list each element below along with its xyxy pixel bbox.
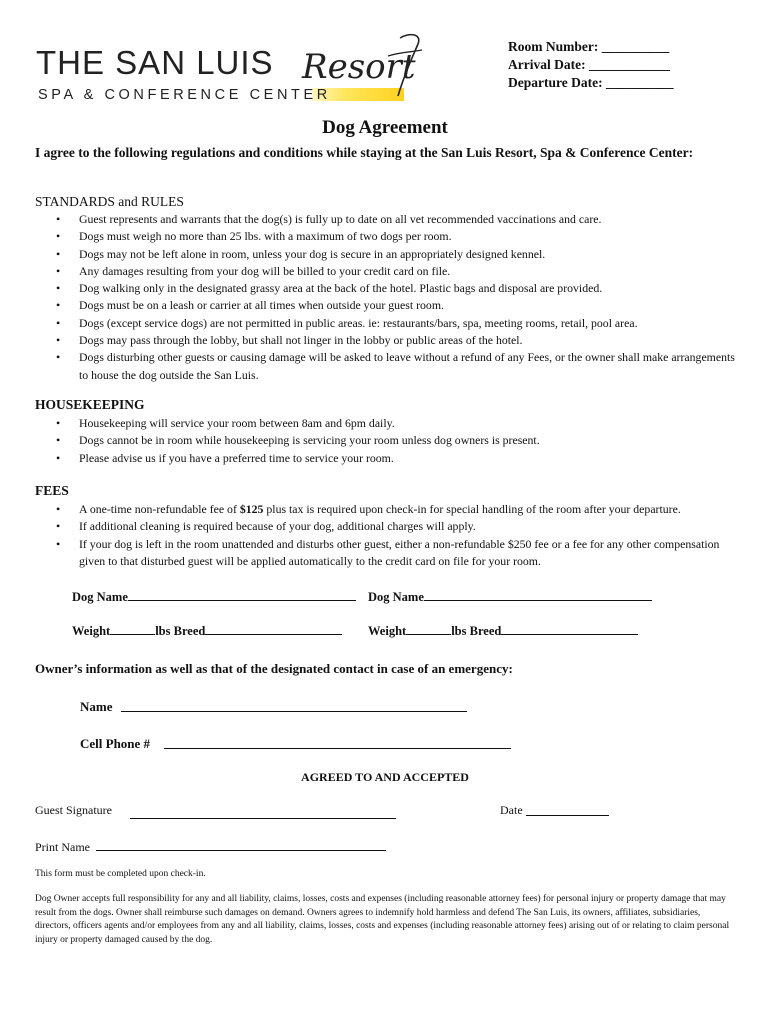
fee-amount: $125: [239, 502, 264, 516]
list-item: • Dog walking only in the designated grassy area at the back of the hotel. Plastic bags and disposal are provided.: [56, 280, 736, 297]
weight-line[interactable]: [110, 623, 155, 635]
list-item: • Dogs may pass through the lobby, but shall not linger in the lobby or public areas of the hotel.: [56, 332, 736, 349]
breed-line[interactable]: [501, 623, 638, 635]
checkin-note: This form must be completed upon check-in.: [35, 869, 206, 879]
list-item: • Dogs may not be left alone in room, unless your dog is secure in an appropriately designed kennel.: [56, 246, 736, 263]
list-item: • Guest represents and warrants that the dog(s) is fully up to date on all vet recommended vaccinations and care.: [56, 211, 736, 228]
logo-script-text: Resort: [302, 47, 416, 87]
logo-main-text: THE SAN LUIS: [36, 44, 274, 81]
dog-name-line[interactable]: [424, 589, 652, 601]
fees-heading: FEES: [35, 483, 69, 498]
print-name-label: Print Name: [35, 840, 90, 854]
dog-name-label: Dog Name: [368, 590, 424, 604]
intro-text: I agree to the following regulations and conditions while staying at the San Luis Resort, Spa & Conference Center:: [35, 145, 694, 160]
lbs-label: lbs: [155, 624, 171, 638]
fees-list: [56, 501, 736, 570]
standards-list: [56, 211, 736, 384]
list-item: [56, 501, 736, 518]
dog-weight-breed-2[interactable]: [368, 623, 638, 639]
list-item: • If your dog is left in the room unattended and disturbs other guest, either a non-refundable $250 fee or a fee for any other compensation given to that disturbed guest will be applied automatically to the credit card on file for your room.: [56, 536, 736, 571]
list-item: • Any damages resulting from your dog will be billed to your credit card on file.: [56, 263, 736, 280]
departure-date-field[interactable]: Departure Date: __________: [508, 75, 674, 90]
housekeeping-heading: HOUSEKEEPING: [35, 397, 145, 412]
room-info-block: [508, 38, 673, 92]
dog-name-label: Dog Name: [72, 590, 128, 604]
logo-script-resort: [300, 30, 425, 100]
logo-subtitle: SPA & CONFERENCE CENTER: [38, 87, 331, 103]
cell-phone-line[interactable]: [164, 748, 511, 749]
list-item: • Dogs must weigh no more than 25 lbs. with a maximum of two dogs per room.: [56, 228, 736, 245]
agreed-heading: AGREED TO AND ACCEPTED: [301, 770, 469, 784]
dog-name-line[interactable]: [128, 589, 356, 601]
list-item: • Dogs cannot be in room while housekeeping is servicing your room unless dog owners is present.: [56, 432, 736, 449]
print-name-line[interactable]: [96, 850, 386, 851]
room-number-field[interactable]: Room Number: __________: [508, 39, 670, 54]
dog-name-field-2[interactable]: [368, 589, 652, 605]
list-item: • Dogs (except service dogs) are not permitted in public areas. ie: restaurants/bars, spa, meeting rooms, retail, pool area.: [56, 315, 736, 332]
weight-label: Weight: [72, 624, 111, 638]
dog-name-field-1[interactable]: [72, 589, 356, 605]
breed-line[interactable]: [205, 623, 342, 635]
weight-line[interactable]: [406, 623, 451, 635]
guest-signature-line[interactable]: [130, 818, 396, 819]
owner-heading: Owner’s information as well as that of the designated contact in case of an emergency:: [35, 661, 513, 676]
dog-weight-breed-1[interactable]: [72, 623, 342, 639]
liability-text: Dog Owner accepts full responsibility for any and all liability, claims, losses, costs and expenses (including reasonable attorney fees) for personal injury or property damage that may result from the dogs. Owner shall reimburse such damages on demand. Owners agrees to indemnify hold harmless and defend The San Luis, its owners, affiliates, subsidiaries, directors, officers agents and/or employees from any and all liability, claims, losses, costs and expenses (including reasonable attorney fees) arising out of or relating to claim personal injury or property damaged caused by the dog.: [35, 894, 730, 945]
lbs-label: lbs: [451, 624, 467, 638]
breed-label: Breed: [469, 624, 502, 638]
date-line[interactable]: [526, 815, 609, 816]
list-item: • Dogs must be on a leash or carrier at all times when outside your guest room.: [56, 297, 736, 314]
list-item: • Please advise us if you have a preferred time to service your room.: [56, 450, 736, 467]
fee-text-pre: A one-time non-refundable fee of: [79, 502, 240, 516]
list-item: • Dogs disturbing other guests or causing damage will be asked to leave without a refund of any Fees, or the owner shall make arrangements to house the dog outside the San Luis.: [56, 349, 736, 384]
guest-signature-label: Guest Signature: [35, 803, 112, 817]
date-label: Date: [500, 803, 523, 817]
standards-heading: STANDARDS and RULES: [35, 194, 184, 209]
cell-phone-label: Cell Phone #: [80, 736, 151, 751]
housekeeping-list: [56, 415, 736, 467]
breed-label: Breed: [173, 624, 206, 638]
fee-text-post: plus tax is required upon check-in for special handling of the room after your departure.: [263, 502, 681, 516]
weight-label: Weight: [368, 624, 407, 638]
owner-name-line[interactable]: [121, 711, 467, 712]
page-title: Dog Agreement: [322, 117, 448, 138]
arrival-date-field[interactable]: Arrival Date: ____________: [508, 57, 670, 72]
list-item: • Housekeeping will service your room between 8am and 6pm daily.: [56, 415, 736, 432]
list-item: • If additional cleaning is required because of your dog, additional charges will apply.: [56, 518, 736, 535]
owner-name-label: Name: [80, 699, 113, 714]
